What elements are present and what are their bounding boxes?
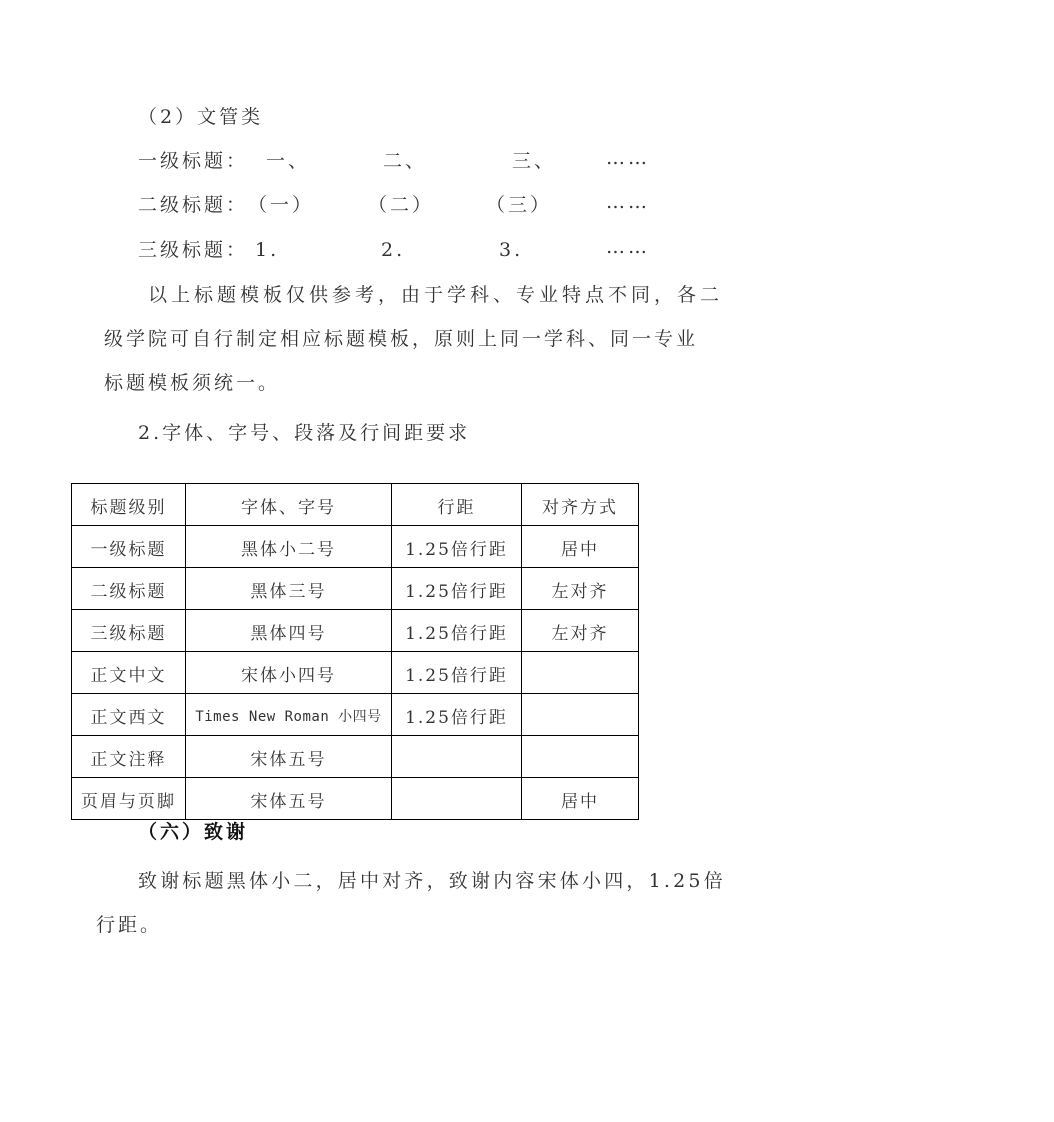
note-line-1: 以上标题模板仅供参考，由于学科、专业特点不同，各二	[148, 284, 724, 306]
level-3-label: 三级标题：	[138, 239, 249, 261]
table-row	[72, 568, 639, 610]
ack-line-1: 致谢标题黑体小二，居中对齐，致谢内容宋体小四，1.25倍	[138, 870, 726, 892]
table-cell	[522, 694, 639, 736]
table-cell: 宋体五号	[186, 778, 392, 820]
table-cell: 居中	[522, 778, 639, 820]
table-row	[72, 652, 639, 694]
level-1-item-3: 三、	[512, 150, 557, 172]
level-3-item-1: 1.	[255, 239, 280, 261]
table-row	[72, 778, 639, 820]
note-line-2: 级学院可自行制定相应标题模板，原则上同一学科、同一专业	[104, 328, 699, 350]
table-cell: 1.25倍行距	[392, 526, 522, 568]
table-cell: 1.25倍行距	[392, 568, 522, 610]
table-header-cell: 对齐方式	[522, 484, 639, 526]
table-cell: 左对齐	[522, 568, 639, 610]
table-cell	[522, 736, 639, 778]
table-cell: 黑体三号	[186, 568, 392, 610]
level-3-ellipsis: ……	[606, 236, 650, 258]
table-cell: 1.25倍行距	[392, 652, 522, 694]
table-cell: 黑体四号	[186, 610, 392, 652]
sub-heading: （2）文管类	[138, 106, 264, 128]
table-header-row	[72, 484, 639, 526]
table-cell: 正文西文	[72, 694, 186, 736]
level-2-label: 二级标题：	[138, 194, 249, 216]
table-cell: 居中	[522, 526, 639, 568]
table-row	[72, 694, 639, 736]
table-cell: 页眉与页脚	[72, 778, 186, 820]
level-1-ellipsis: ……	[606, 147, 650, 169]
table-cell: 左对齐	[522, 610, 639, 652]
level-2-ellipsis: ……	[606, 191, 650, 213]
table-row	[72, 736, 639, 778]
table-cell: 正文注释	[72, 736, 186, 778]
table-header-cell: 行距	[392, 484, 522, 526]
table-cell	[522, 652, 639, 694]
table-header-cell: 字体、字号	[186, 484, 392, 526]
level-3-item-3: 3.	[499, 239, 524, 261]
level-1-item-1: 一、	[266, 150, 311, 172]
table-cell: 三级标题	[72, 610, 186, 652]
level-2-item-1: （一）	[248, 194, 315, 216]
section-2-title: 2.字体、字号、段落及行间距要求	[138, 422, 471, 444]
ack-heading: （六）致谢	[138, 821, 249, 843]
level-2-item-2: （二）	[368, 194, 435, 216]
table-cell: 宋体五号	[186, 736, 392, 778]
table-cell: 宋体小四号	[186, 652, 392, 694]
table-cell	[392, 736, 522, 778]
table-cell: 黑体小二号	[186, 526, 392, 568]
level-2-item-3: （三）	[486, 194, 553, 216]
format-spec-table	[71, 483, 639, 820]
note-line-3: 标题模板须统一。	[104, 372, 281, 394]
level-1-label: 一级标题：	[138, 150, 249, 172]
table-row	[72, 526, 639, 568]
table-cell: 正文中文	[72, 652, 186, 694]
table-cell: 1.25倍行距	[392, 694, 522, 736]
table-cell: Times New Roman 小四号	[186, 694, 392, 736]
table-cell	[392, 778, 522, 820]
table-cell: 1.25倍行距	[392, 610, 522, 652]
level-1-item-2: 二、	[383, 150, 428, 172]
ack-line-2: 行距。	[96, 914, 163, 936]
table-cell: 二级标题	[72, 568, 186, 610]
level-3-item-2: 2.	[381, 239, 406, 261]
table-header-cell: 标题级别	[72, 484, 186, 526]
table-cell: 一级标题	[72, 526, 186, 568]
table-row	[72, 610, 639, 652]
